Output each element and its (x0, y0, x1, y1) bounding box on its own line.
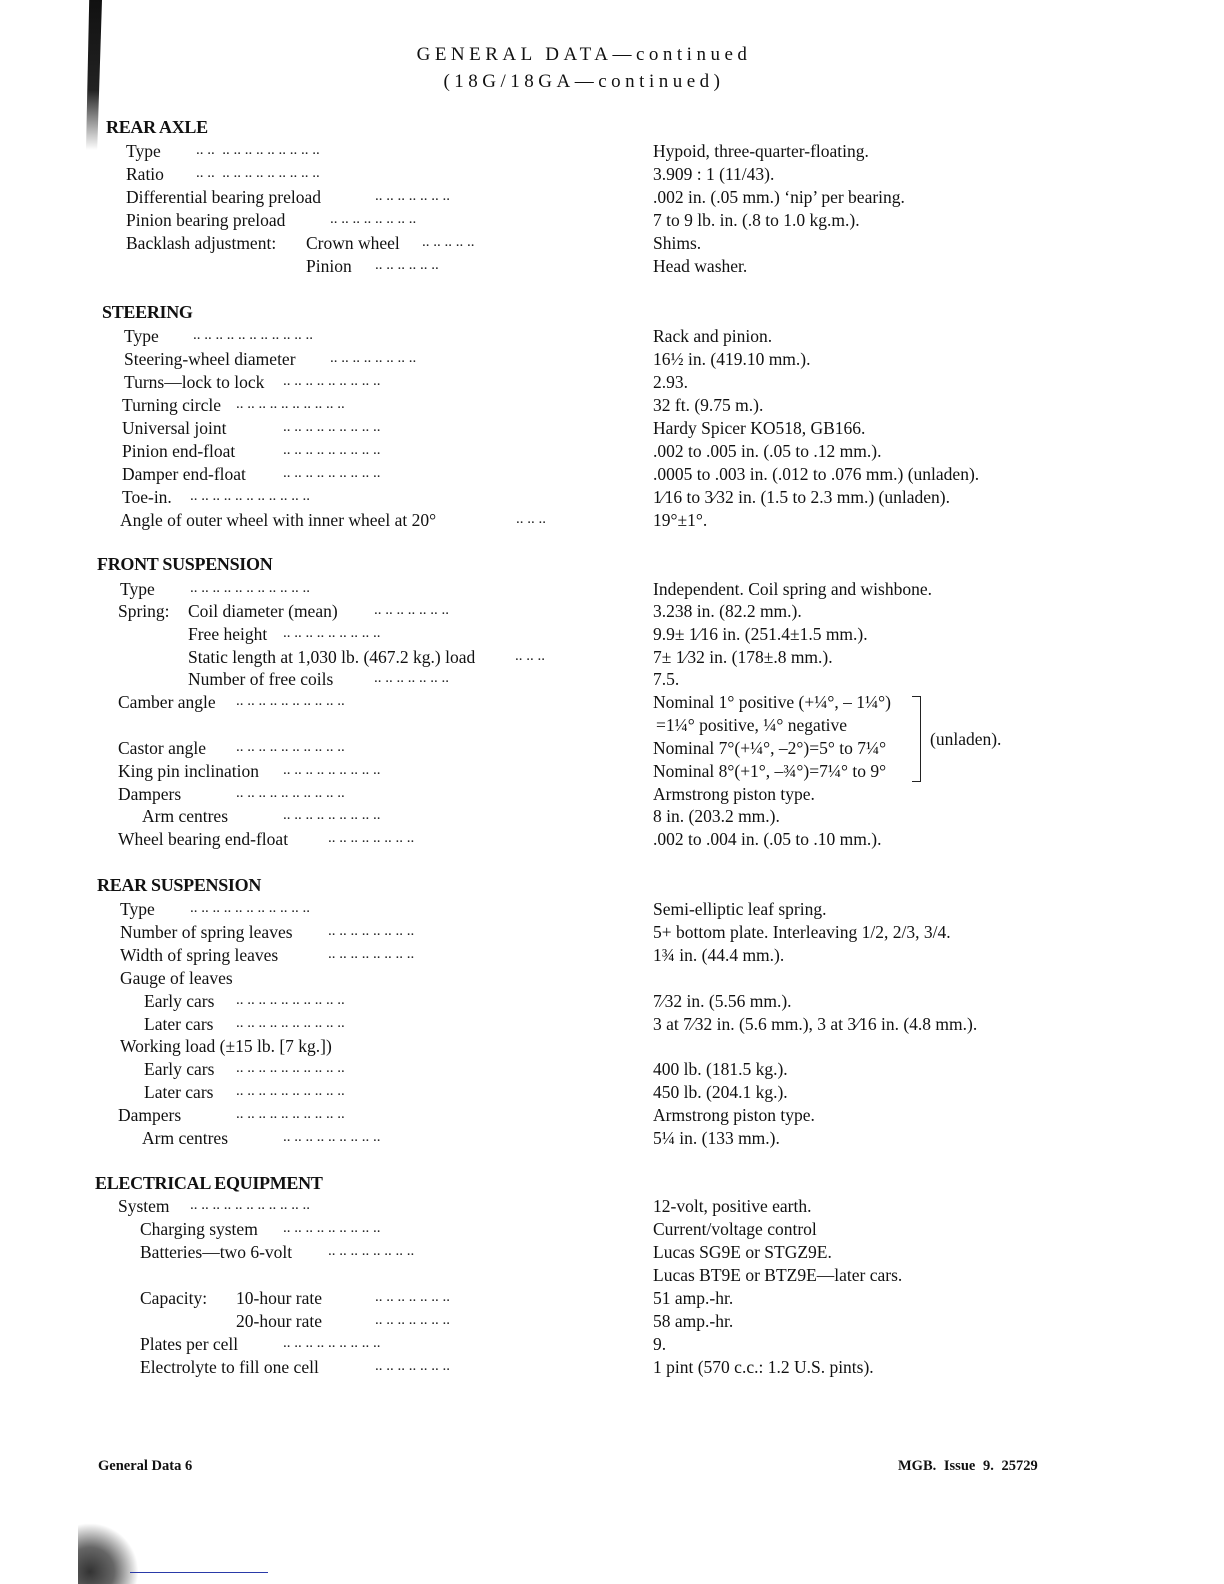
spec-label: Batteries—two 6-volt (140, 1242, 293, 1262)
spec-value: 9.9± 1⁄16 in. (251.4±1.5 mm.). (653, 624, 868, 644)
spec-value: 450 lb. (204.1 kg.). (653, 1082, 788, 1102)
page-title: GENERAL DATA—continued (416, 44, 752, 65)
leader-dots: .. .. .. .. .. .. .. (375, 1289, 450, 1305)
spec-value: 2.93. (653, 372, 688, 392)
leader-dots: .. .. .. .. .. .. .. (375, 1358, 450, 1374)
leader-dots: .. .. .. .. .. .. .. .. .. .. .. (196, 165, 320, 181)
spec-value: Nominal 8°(+1°, –¾°)=7¼° to 9° (653, 761, 887, 781)
leader-dots: .. .. .. .. .. .. .. .. .. (283, 373, 381, 389)
spec-row (0, 187, 1224, 210)
spec-row (0, 579, 1224, 602)
spec-value: Shims. (653, 233, 702, 253)
spec-label: Free height (188, 624, 268, 644)
spec-row (0, 899, 1224, 922)
leader-dots: .. .. .. .. .. (422, 234, 475, 250)
spec-value: Nominal 7°(+¼°, –2°)=5° to 7¼° (653, 738, 887, 758)
spec-label: Universal joint (122, 418, 227, 438)
leader-dots: .. .. .. .. .. .. .. .. .. .. .. (190, 900, 310, 916)
spec-row (0, 1219, 1224, 1242)
spec-row (0, 418, 1224, 441)
spec-label: Turning circle (122, 395, 221, 415)
spec-value: 3 at 7⁄32 in. (5.6 mm.), 3 at 3⁄16 in. (4.8 mm.). (653, 1014, 978, 1034)
spec-value: .002 to .005 in. (.05 to .12 mm.). (653, 441, 882, 461)
leader-dots: .. .. .. .. .. .. .. .. .. (283, 807, 381, 823)
spec-row (0, 395, 1224, 418)
leader-dots: .. .. .. .. .. .. .. .. (328, 946, 415, 962)
leader-dots: .. .. .. .. .. .. .. .. .. .. .. (193, 327, 313, 343)
spec-value: 16½ in. (419.10 mm.). (653, 349, 811, 369)
section-heading-front-suspension: FRONT SUSPENSION (97, 554, 273, 574)
spec-row (0, 210, 1224, 233)
spec-value: 51 amp.-hr. (653, 1288, 734, 1308)
spec-value: 9. (653, 1334, 667, 1354)
leader-dots: .. .. .. .. .. .. .. .. .. .. (236, 1083, 345, 1099)
spec-row (0, 464, 1224, 487)
leader-dots: .. .. .. .. .. .. .. .. .. .. (236, 739, 345, 755)
leader-dots: .. .. .. .. .. .. .. .. .. .. (236, 992, 345, 1008)
spec-value: 7± 1⁄32 in. (178±.8 mm.). (653, 647, 833, 667)
spec-label: Early cars (144, 991, 215, 1011)
spec-row (0, 647, 1224, 670)
section-heading-rear-suspension: REAR SUSPENSION (97, 875, 262, 895)
spec-sublabel: 10-hour rate (236, 1288, 323, 1308)
footer-issue-label: MGB. Issue 9. 25729 (898, 1458, 1038, 1474)
spec-row (0, 372, 1224, 395)
spec-label: Arm centres (142, 1128, 229, 1148)
spec-value: 1 pint (570 c.c.: 1.2 U.S. pints). (653, 1357, 874, 1377)
spec-row (0, 1357, 1224, 1380)
leader-dots: .. .. .. .. .. .. .. .. (328, 923, 415, 939)
leader-dots: .. .. .. .. .. .. .. .. .. .. (236, 1060, 345, 1076)
section-heading-rear-axle: REAR AXLE (106, 117, 208, 137)
spec-row (0, 141, 1224, 164)
spec-label: Dampers (118, 1105, 182, 1125)
spec-row (0, 1242, 1224, 1265)
spec-row (0, 487, 1224, 510)
spec-value: .002 in. (.05 mm.) ‘nip’ per bearing. (653, 187, 905, 207)
spec-value: 58 amp.-hr. (653, 1311, 734, 1331)
spec-label: Static length at 1,030 lb. (467.2 kg.) load (188, 647, 476, 667)
spec-row (0, 945, 1224, 968)
spec-value: .002 to .004 in. (.05 to .10 mm.). (653, 829, 882, 849)
leader-dots: .. .. .. .. .. .. .. .. .. (283, 762, 381, 778)
scan-corner-line (130, 1572, 268, 1573)
leader-dots: .. .. .. (516, 511, 546, 527)
spec-value: Hypoid, three-quarter-floating. (653, 141, 869, 161)
spec-label: Angle of outer wheel with inner wheel at 20° (120, 510, 437, 530)
spec-label: Pinion bearing preload (126, 210, 286, 230)
spec-row (0, 1082, 1224, 1105)
leader-dots: .. .. .. .. .. .. .. .. (330, 211, 417, 227)
spec-label: Backlash adjustment: (126, 233, 277, 253)
spec-value: Rack and pinion. (653, 326, 773, 346)
spec-value: 3.238 in. (82.2 mm.). (653, 601, 802, 621)
leader-dots: .. .. .. .. .. .. .. (375, 188, 450, 204)
spec-row (0, 829, 1224, 852)
spec-label: Type (126, 141, 161, 161)
spec-row (0, 1014, 1224, 1037)
spec-row (0, 806, 1224, 829)
spec-label: Turns—lock to lock (124, 372, 265, 392)
spec-row (0, 1311, 1224, 1334)
spec-value: 32 ft. (9.75 m.). (653, 395, 764, 415)
leader-dots: .. .. .. .. .. .. .. (375, 1312, 450, 1328)
leader-dots: .. .. .. .. .. .. .. .. .. .. .. (196, 142, 320, 158)
spec-label: King pin inclination (118, 761, 259, 781)
spec-label: Type (124, 326, 159, 346)
spec-row (0, 692, 1224, 715)
spec-label: Toe-in. (122, 487, 172, 507)
spec-label: Pinion end-float (122, 441, 236, 461)
leader-dots: .. .. .. (515, 648, 545, 664)
spec-value: 12-volt, positive earth. (653, 1196, 812, 1216)
spec-label: Electrolyte to fill one cell (140, 1357, 319, 1377)
leader-dots: .. .. .. .. .. .. .. .. (328, 830, 415, 846)
spec-row (0, 441, 1224, 464)
leader-dots: .. .. .. .. .. .. .. .. .. .. (236, 1106, 345, 1122)
spec-label: Number of free coils (188, 669, 334, 689)
spec-row (0, 256, 1224, 279)
spec-row (0, 233, 1224, 256)
spec-row (0, 669, 1224, 692)
leader-dots: .. .. .. .. .. .. .. .. .. (283, 442, 381, 458)
spec-row (0, 624, 1224, 647)
spec-row (0, 1334, 1224, 1357)
spec-value: 7 to 9 lb. in. (.8 to 1.0 kg.m.). (653, 210, 860, 230)
page-subtitle: (18G/18GA—continued) (443, 71, 725, 92)
leader-dots: .. .. .. .. .. .. .. .. .. .. .. (190, 1197, 310, 1213)
spec-row (0, 1196, 1224, 1219)
bracket-brace (912, 696, 921, 782)
spec-label: System (118, 1196, 170, 1216)
leader-dots: .. .. .. .. .. .. .. .. .. .. .. (190, 488, 310, 504)
leader-dots: .. .. .. .. .. .. .. .. .. .. (236, 693, 345, 709)
spec-value: 7⁄32 in. (5.56 mm.). (653, 991, 792, 1011)
spec-value: 3.909 : 1 (11/43). (653, 164, 775, 184)
spec-value: Independent. Coil spring and wishbone. (653, 579, 932, 599)
spec-value: 19°±1°. (653, 510, 708, 530)
spec-row (0, 349, 1224, 372)
leader-dots: .. .. .. .. .. .. .. .. .. (283, 419, 381, 435)
leader-dots: .. .. .. .. .. .. .. (374, 602, 449, 618)
spec-row (0, 1288, 1224, 1311)
section-heading-electrical-equipment: ELECTRICAL EQUIPMENT (95, 1173, 323, 1193)
spec-row (0, 1265, 1224, 1288)
spec-label: Ratio (126, 164, 164, 184)
spec-row (0, 991, 1224, 1014)
spec-label: Pinion (306, 256, 352, 276)
spec-value: .0005 to .003 in. (.012 to .076 mm.) (unladen). (653, 464, 980, 484)
spec-value: Lucas BT9E or BTZ9E—later cars. (653, 1265, 903, 1285)
spec-row (0, 761, 1224, 784)
spec-row (0, 784, 1224, 807)
spec-value: 400 lb. (181.5 kg.). (653, 1059, 788, 1079)
footer-page-label: General Data 6 (98, 1458, 193, 1474)
spec-label: Damper end-float (122, 464, 246, 484)
section-heading-steering: STEERING (102, 302, 193, 322)
spec-value: 8 in. (203.2 mm.). (653, 806, 780, 826)
leader-dots: .. .. .. .. .. .. .. .. .. .. .. (190, 580, 310, 596)
spec-label: Width of spring leaves (120, 945, 279, 965)
spec-row (0, 1036, 1224, 1059)
spec-value: Current/voltage control (653, 1219, 817, 1239)
leader-dots: .. .. .. .. .. .. .. .. .. .. (236, 1015, 345, 1031)
spec-row (0, 1105, 1224, 1128)
scan-corner-smudge (78, 1522, 138, 1584)
spec-value: Armstrong piston type. (653, 1105, 815, 1125)
spec-value: Lucas SG9E or STGZ9E. (653, 1242, 832, 1262)
spec-label: Spring: (118, 601, 170, 621)
leader-dots: .. .. .. .. .. .. .. .. .. (283, 465, 381, 481)
leader-dots: .. .. .. .. .. .. (375, 257, 439, 273)
spec-value: 1⁄16 to 3⁄32 in. (1.5 to 2.3 mm.) (unladen). (653, 487, 950, 507)
spec-row (0, 738, 1224, 761)
spec-label: Working load (±15 lb. [7 kg.]) (120, 1036, 332, 1056)
spec-value: 5¼ in. (133 mm.). (653, 1128, 780, 1148)
spec-row (0, 968, 1224, 991)
spec-label: Number of spring leaves (120, 922, 293, 942)
spec-label: Type (120, 899, 155, 919)
spec-row (0, 1059, 1224, 1082)
spec-sublabel: Coil diameter (mean) (188, 601, 338, 621)
spec-row (0, 510, 1224, 533)
spec-row (0, 922, 1224, 945)
spec-label: Capacity: (140, 1288, 208, 1308)
leader-dots: .. .. .. .. .. .. .. .. .. (283, 1335, 381, 1351)
leader-dots: .. .. .. .. .. .. .. .. .. (283, 1220, 381, 1236)
spec-row (0, 715, 1224, 738)
spec-label: Later cars (144, 1082, 214, 1102)
spec-row (0, 326, 1224, 349)
spec-label: Gauge of leaves (120, 968, 233, 988)
spec-value: Head washer. (653, 256, 748, 276)
brace-note: (unladen). (930, 729, 1002, 749)
leader-dots: .. .. .. .. .. .. .. .. (330, 350, 417, 366)
spec-label: Dampers (118, 784, 182, 804)
spec-label: Wheel bearing end-float (118, 829, 289, 849)
spec-label: Steering-wheel diameter (124, 349, 296, 369)
spec-label: Later cars (144, 1014, 214, 1034)
spec-label: Differential bearing preload (126, 187, 322, 207)
spec-label: Camber angle (118, 692, 216, 712)
spec-label: Type (120, 579, 155, 599)
spec-row (0, 601, 1224, 624)
spec-label: 20-hour rate (236, 1311, 323, 1331)
spec-value: =1¼° positive, ¼° negative (656, 715, 848, 735)
leader-dots: .. .. .. .. .. .. .. .. .. .. (236, 396, 345, 412)
spec-value: Nominal 1° positive (+¼°, – 1¼°) (653, 692, 891, 712)
spec-label: Early cars (144, 1059, 215, 1079)
spec-label: Charging system (140, 1219, 258, 1239)
leader-dots: .. .. .. .. .. .. .. .. .. .. (236, 785, 345, 801)
spec-value: 1¾ in. (44.4 mm.). (653, 945, 785, 965)
spec-value: 7.5. (653, 669, 680, 689)
spec-value: Semi-elliptic leaf spring. (653, 899, 827, 919)
spec-label: Castor angle (118, 738, 206, 758)
spec-sublabel: Crown wheel (306, 233, 400, 253)
leader-dots: .. .. .. .. .. .. .. .. .. (283, 1129, 381, 1145)
leader-dots: .. .. .. .. .. .. .. .. .. (283, 625, 381, 641)
spec-value: 5+ bottom plate. Interleaving 1/2, 2/3, 3/4. (653, 922, 951, 942)
spec-value: Armstrong piston type. (653, 784, 815, 804)
spec-row (0, 1128, 1224, 1151)
leader-dots: .. .. .. .. .. .. .. .. (328, 1243, 415, 1259)
spec-value: Hardy Spicer KO518, GB166. (653, 418, 866, 438)
leader-dots: .. .. .. .. .. .. .. (374, 670, 449, 686)
spec-label: Arm centres (142, 806, 229, 826)
spec-row (0, 164, 1224, 187)
spec-label: Plates per cell (140, 1334, 239, 1354)
